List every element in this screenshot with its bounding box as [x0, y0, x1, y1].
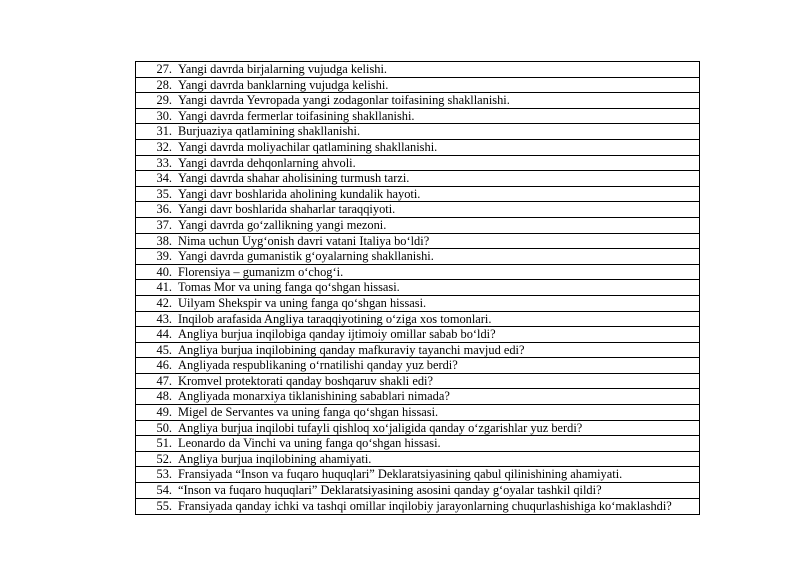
question-text: Nima uchun Uyg‘onish davri vatani Italiya bo‘ldi? — [175, 233, 700, 249]
table-row — [136, 327, 700, 343]
table-row — [136, 93, 700, 109]
question-number: 33. — [136, 155, 176, 171]
table-row — [136, 436, 700, 452]
question-number: 28. — [136, 77, 176, 93]
question-text: Yangi davrda moliyachilar qatlamining shakllanishi. — [175, 139, 700, 155]
question-text: Yangi davrda gumanistik g‘oyalarning shakllanishi. — [175, 249, 700, 265]
table-row — [136, 280, 700, 296]
question-number: 43. — [136, 311, 176, 327]
table-row — [136, 483, 700, 499]
question-number: 47. — [136, 373, 176, 389]
table-row — [136, 295, 700, 311]
question-text: Migel de Servantes va uning fanga qo‘shgan hissasi. — [175, 405, 700, 421]
question-text: Leonardo da Vinchi va uning fanga qo‘shgan hissasi. — [175, 436, 700, 452]
question-text: Yangi davrda birjalarning vujudga kelishi. — [175, 62, 700, 78]
question-number: 34. — [136, 171, 176, 187]
question-number: 50. — [136, 420, 176, 436]
question-number: 54. — [136, 483, 176, 499]
table-row — [136, 451, 700, 467]
question-number: 49. — [136, 405, 176, 421]
table-row — [136, 467, 700, 483]
question-number: 31. — [136, 124, 176, 140]
question-number: 38. — [136, 233, 176, 249]
question-number: 53. — [136, 467, 176, 483]
question-number: 52. — [136, 451, 176, 467]
question-text: Yangi davrda go‘zallikning yangi mezoni. — [175, 217, 700, 233]
table-row — [136, 264, 700, 280]
table-row — [136, 249, 700, 265]
table-row — [136, 155, 700, 171]
question-number: 42. — [136, 295, 176, 311]
question-text: Yangi davrda shahar aholisining turmush tarzi. — [175, 171, 700, 187]
question-text: Fransiyada qanday ichki va tashqi omillar inqilobiy jarayonlarning chuqurlashishiga ko‘maklashdi? — [175, 498, 700, 515]
question-text: Burjuaziya qatlamining shakllanishi. — [175, 124, 700, 140]
table-row — [136, 358, 700, 374]
table-row — [136, 342, 700, 358]
table-row — [136, 124, 700, 140]
question-text: Yangi davrda Yevropada yangi zodagonlar toifasining shakllanishi. — [175, 93, 700, 109]
question-text: Angliyada respublikaning o‘rnatilishi qanday yuz berdi? — [175, 358, 700, 374]
table-row — [136, 233, 700, 249]
question-text: Yangi davrda dehqonlarning ahvoli. — [175, 155, 700, 171]
table-row — [136, 202, 700, 218]
question-text: Tomas Mor va uning fanga qo‘shgan hissasi. — [175, 280, 700, 296]
table-row — [136, 373, 700, 389]
question-text: Yangi davr boshlarida shaharlar taraqqiyoti. — [175, 202, 700, 218]
question-text: Yangi davrda banklarning vujudga kelishi. — [175, 77, 700, 93]
question-number: 46. — [136, 358, 176, 374]
table-row — [136, 186, 700, 202]
question-text: Yangi davrda fermerlar toifasining shakllanishi. — [175, 108, 700, 124]
question-number: 39. — [136, 249, 176, 265]
question-table — [135, 61, 700, 515]
question-number: 30. — [136, 108, 176, 124]
question-number: 45. — [136, 342, 176, 358]
question-text: Fransiyada “Inson va fuqaro huquqlari” Deklaratsiyasining qabul qilinishining ahamiyati. — [175, 467, 700, 483]
question-number: 32. — [136, 139, 176, 155]
question-text: Angliya burjua inqilobining ahamiyati. — [175, 451, 700, 467]
table-row — [136, 420, 700, 436]
question-text: Yangi davr boshlarida aholining kundalik hayoti. — [175, 186, 700, 202]
question-number: 48. — [136, 389, 176, 405]
question-number: 29. — [136, 93, 176, 109]
table-row — [136, 171, 700, 187]
table-row — [136, 217, 700, 233]
question-text: Angliyada monarxiya tiklanishining sabablari nimada? — [175, 389, 700, 405]
question-text: Angliya burjua inqilobiga qanday ijtimoiy omillar sabab bo‘ldi? — [175, 327, 700, 343]
question-text: Angliya burjua inqilobi tufayli qishloq xo‘jaligida qanday o‘zgarishlar yuz berdi? — [175, 420, 700, 436]
question-table-body — [136, 62, 700, 515]
question-number: 27. — [136, 62, 176, 78]
table-row — [136, 311, 700, 327]
table-row — [136, 389, 700, 405]
question-number: 44. — [136, 327, 176, 343]
question-number: 55. — [136, 498, 176, 515]
question-text: Florensiya – gumanizm o‘chog‘i. — [175, 264, 700, 280]
question-number: 36. — [136, 202, 176, 218]
table-row — [136, 405, 700, 421]
question-text: Kromvel protektorati qanday boshqaruv shakli edi? — [175, 373, 700, 389]
table-row — [136, 139, 700, 155]
question-number: 51. — [136, 436, 176, 452]
table-row — [136, 77, 700, 93]
table-row — [136, 498, 700, 515]
question-text: “Inson va fuqaro huquqlari” Deklaratsiyasining asosini qanday g‘oyalar tashkil qildi? — [175, 483, 700, 499]
question-number: 35. — [136, 186, 176, 202]
question-number: 40. — [136, 264, 176, 280]
table-row — [136, 108, 700, 124]
question-text: Angliya burjua inqilobining qanday mafkuraviy tayanchi mavjud edi? — [175, 342, 700, 358]
question-text: Uilyam Shekspir va uning fanga qo‘shgan hissasi. — [175, 295, 700, 311]
table-row — [136, 62, 700, 78]
question-number: 41. — [136, 280, 176, 296]
question-text: Inqilob arafasida Angliya taraqqiyotining o‘ziga xos tomonlari. — [175, 311, 700, 327]
question-number: 37. — [136, 217, 176, 233]
